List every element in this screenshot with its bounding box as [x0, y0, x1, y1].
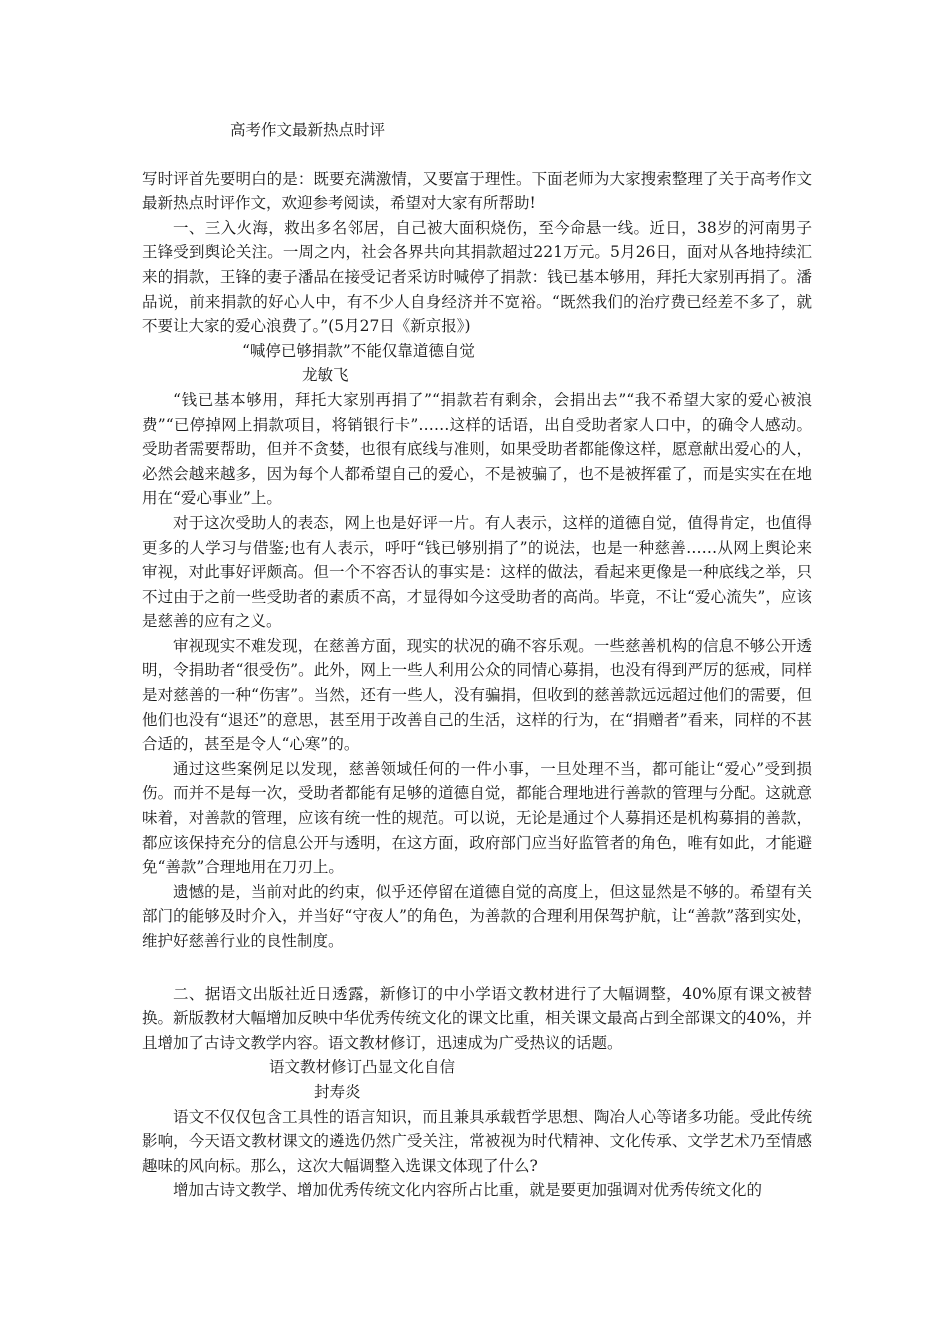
section-1-article-title: “喊停已够捐款”不能仅靠道德自觉 — [242, 341, 475, 360]
section-2-paragraph: 语文不仅仅包含工具性的语言知识，而且兼具承载哲学思想、陶冶人心等诸多功能。受此传统影响，今天语文教材课文的遴选仍然广受关注，常被视为时代精神、文化传承、文学艺术乃至情感趣味的风向标。那么，这次大幅调整入选课文体现了什么? — [142, 1107, 812, 1175]
section-1-author: 龙敏飞 — [302, 366, 349, 385]
section-1-paragraph: 审视现实不难发现，在慈善方面，现实的状况的确不容乐观。一些慈善机构的信息不够公开透明，令捐助者“很受伤”。此外，网上一些人利用公众的同情心募捐，也没有得到严厉的惩戒，同样是对慈善的一种“伤害”。当然，还有一些人，没有骗捐，但收到的慈善款远远超过他们的需要，但他们也没有“退还”的意思，甚至用于改善自己的生活，这样的行为，在“捐赠者”看来，同样的不甚合适的，甚至是令人“心寒”的。 — [142, 636, 812, 754]
document-page — [142, 118, 812, 1203]
section-spacer — [142, 954, 812, 982]
section-2-lead: 二、据语文出版社近日透露，新修订的中小学语文教材进行了大幅调整，40%原有课文被替换。新版教材大幅增加反映中华优秀传统文化的课文比重，相关课文最高占到全部课文的40%，并且增加了古诗文教学内容。语文教材修订，迅速成为广受热议的话题。 — [142, 984, 812, 1052]
section-2-article-title: 语文教材修订凸显文化自信 — [269, 1058, 456, 1077]
section-1-lead: 一、三入火海，救出多名邻居，自己被大面积烧伤，至今命悬一线。近日，38岁的河南男子王锋受到舆论关注。一周之内，社会各界共向其捐款超过221万元。5月26日，面对从各地持续汇来的捐款，王锋的妻子潘品在接受记者采访时喊停了捐款：钱已基本够用，拜托大家别再捐了。潘品说，前来捐款的好心人中，有不少人自身经济并不宽裕。“既然我们的治疗费已经差不多了，就不要让大家的爱心浪费了。”(5月27日《新京报》) — [142, 218, 812, 336]
section-1-paragraph: 对于这次受助人的表态，网上也是好评一片。有人表示，这样的道德自觉，值得肯定，也值得更多的人学习与借鉴;也有人表示，呼吁“钱已够别捐了”的说法，也是一种慈善……从网上舆论来审视，对此事好评颇高。但一个不容否认的事实是：这样的做法，看起来更像是一种底线之举，只不过由于之前一些受助者的素质不高，才显得如今这受助者的高尚。毕竟，不让“爱心流失”，应该是慈善的应有之义。 — [142, 513, 812, 631]
section-2-author: 封寿炎 — [314, 1082, 361, 1101]
section-1-paragraph: 通过这些案例足以发现，慈善领域任何的一件小事，一旦处理不当，都可能让“爱心”受到损伤。而并不是每一次，受助者都能有足够的道德自觉，都能合理地进行善款的管理与分配。这就意味着，对善款的管理，应该有统一性的规范。可以说，无论是通过个人募捐还是机构募捐的善款，都应该保持充分的信息公开与透明，在这方面，政府部门应当好监管者的角色，唯有如此，才能避免“善款”合理地用在刀刃上。 — [142, 759, 812, 877]
document-title: 高考作文最新热点时评 — [230, 121, 386, 139]
section-1-paragraph: 遗憾的是，当前对此的约束，似乎还停留在道德自觉的高度上，但这显然是不够的。希望有关部门的能够及时介入，并当好“守夜人”的角色，为善款的合理利用保驾护航，让“善款”落到实处，维护好慈善行业的良性制度。 — [142, 882, 812, 950]
intro-paragraph: 写时评首先要明白的是：既要充满激情，又要富于理性。下面老师为大家搜索整理了关于高考作文最新热点时评作文，欢迎参考阅读，希望对大家有所帮助! — [142, 169, 812, 213]
section-1-paragraph: “钱已基本够用，拜托大家别再捐了”“捐款若有剩余，会捐出去”“我不希望大家的爱心被浪费”“已停掉网上捐款项目，将销银行卡”……这样的话语，出自受助者家人口中，的确令人感动。受助者需要帮助，但并不贪婪，也很有底线与准则，如果受助者都能像这样，愿意献出爱心的人，必然会越来越多，因为每个人都希望自己的爱心，不是被骗了，也不是被挥霍了，而是实实在在地用在“爱心事业”上。 — [142, 390, 812, 508]
section-2-paragraph: 增加古诗文教学、增加优秀传统文化内容所占比重，就是要更加强调对优秀传统文化的 — [173, 1181, 763, 1200]
